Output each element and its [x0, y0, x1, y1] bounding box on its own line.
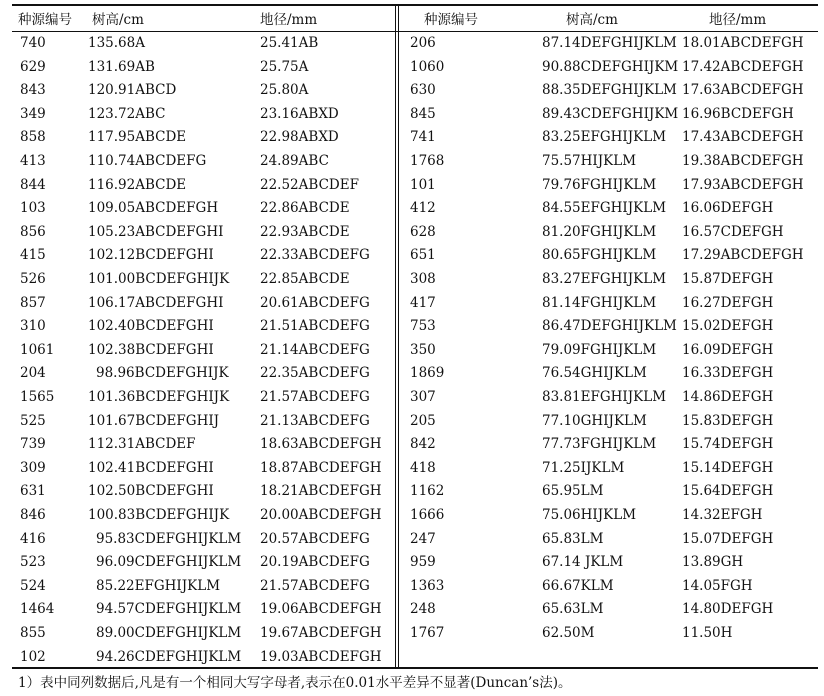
cell-provenance-id-left: 526	[20, 271, 46, 287]
cell-ground-diameter-mm-right: 15.14DEFGH	[682, 459, 774, 476]
cell-ground-diameter-mm-right: 11.50H	[682, 625, 733, 641]
cell-tree-height-cm-left: 105.23ABCDEFGHI	[88, 223, 224, 240]
cell-provenance-id-right: 248	[410, 601, 436, 618]
cell-ground-diameter-mm-left: 22.86ABCDE	[260, 200, 350, 217]
cell-ground-diameter-mm-right: 16.33DEFGH	[682, 365, 774, 382]
cell-tree-height-cm-right: 79.09FGHIJKLM	[542, 341, 657, 358]
cell-tree-height-cm-left: 94.26CDEFGHIJKLM	[96, 648, 242, 665]
cell-tree-height-cm-right: 77.10GHIJKLM	[542, 412, 647, 429]
cell-tree-height-cm-left: 102.50BCDEFGHI	[88, 483, 214, 500]
cell-ground-diameter-mm-left: 20.61ABCDEFG	[260, 294, 370, 311]
cell-tree-height-cm-right: 71.25IJKLM	[542, 459, 625, 476]
cell-tree-height-cm-right: 75.06HIJKLM	[542, 507, 637, 523]
cell-provenance-id-left: 349	[20, 105, 46, 122]
cell-ground-diameter-mm-left: 24.89ABC	[260, 153, 329, 169]
cell-ground-diameter-mm-right: 16.57CDEFGH	[682, 223, 784, 240]
cell-ground-diameter-mm-right: 15.83DEFGH	[682, 412, 774, 429]
cell-provenance-id-left: 413	[20, 153, 46, 169]
cell-provenance-id-right: 628	[410, 223, 436, 240]
cell-tree-height-cm-left: 95.83CDEFGHIJKLM	[96, 530, 242, 547]
cell-tree-height-cm-left: 116.92ABCDE	[88, 176, 187, 193]
cell-ground-diameter-mm-left: 22.93ABCDE	[260, 223, 350, 240]
cell-ground-diameter-mm-left: 21.57ABCDEFG	[260, 577, 370, 594]
cell-tree-height-cm-right: 86.47DEFGHIJKLM	[542, 318, 677, 335]
column-divider	[395, 4, 396, 668]
cell-tree-height-cm-left: 96.09CDEFGHIJKLM	[96, 554, 242, 571]
cell-provenance-id-left: 844	[20, 176, 46, 193]
cell-ground-diameter-mm-left: 22.35ABCDEFG	[260, 365, 370, 382]
cell-provenance-id-left: 524	[20, 577, 46, 594]
header-ground-diameter-right: 地径/mm	[709, 12, 767, 28]
cell-ground-diameter-mm-left: 18.63ABCDEFGH	[260, 436, 382, 453]
cell-tree-height-cm-left: 102.12BCDEFGHI	[88, 247, 214, 264]
cell-provenance-id-right: 845	[410, 105, 436, 122]
cell-ground-diameter-mm-right: 15.64DEFGH	[682, 483, 774, 500]
cell-tree-height-cm-right: 81.20FGHIJKLM	[542, 223, 657, 240]
cell-ground-diameter-mm-right: 19.38ABCDEFGH	[682, 153, 804, 169]
cell-provenance-id-right: 1869	[410, 365, 445, 382]
cell-ground-diameter-mm-right: 13.89GH	[682, 554, 744, 571]
cell-tree-height-cm-right: 83.25EFGHIJKLM	[542, 129, 667, 146]
cell-ground-diameter-mm-right: 15.07DEFGH	[682, 530, 774, 547]
cell-ground-diameter-mm-right: 17.42ABCDEFGH	[682, 58, 804, 75]
header-provenance-id-right: 种源编号	[424, 12, 478, 28]
cell-provenance-id-left: 846	[20, 507, 46, 523]
cell-ground-diameter-mm-left: 19.03ABCDEFGH	[260, 648, 382, 665]
cell-tree-height-cm-left: 109.05ABCDEFGH	[88, 200, 219, 217]
cell-provenance-id-right: 308	[410, 271, 436, 287]
cell-ground-diameter-mm-right: 15.74DEFGH	[682, 436, 774, 453]
cell-tree-height-cm-right: 90.88CDEFGHIJKM	[542, 58, 679, 75]
cell-tree-height-cm-left: 120.91ABCD	[88, 82, 177, 99]
cell-ground-diameter-mm-right: 17.93ABCDEFGH	[682, 176, 804, 193]
cell-provenance-id-right: 753	[410, 318, 436, 335]
cell-provenance-id-right: 1768	[410, 153, 445, 169]
cell-ground-diameter-mm-left: 22.33ABCDEFG	[260, 247, 370, 264]
cell-tree-height-cm-left: 101.36BCDEFGHIJK	[88, 389, 230, 405]
cell-tree-height-cm-right: 87.14DEFGHIJKLM	[542, 35, 677, 51]
cell-ground-diameter-mm-right: 15.87DEFGH	[682, 271, 774, 287]
cell-tree-height-cm-left: 112.31ABCDEF	[88, 436, 196, 453]
cell-ground-diameter-mm-left: 25.75A	[260, 58, 309, 75]
cell-tree-height-cm-left: 94.57CDEFGHIJKLM	[96, 601, 242, 618]
cell-tree-height-cm-left: 85.22EFGHIJKLM	[96, 577, 221, 594]
cell-tree-height-cm-right: 65.95LM	[542, 483, 604, 500]
cell-provenance-id-left: 102	[20, 648, 46, 665]
cell-ground-diameter-mm-left: 23.16ABXD	[260, 105, 339, 122]
cell-provenance-id-left: 103	[20, 200, 46, 217]
cell-provenance-id-right: 101	[410, 176, 436, 193]
cell-ground-diameter-mm-right: 16.96BCDEFGH	[682, 105, 794, 122]
cell-ground-diameter-mm-left: 21.14ABCDEFG	[260, 341, 370, 358]
cell-tree-height-cm-right: 83.81EFGHIJKLM	[542, 389, 667, 405]
cell-provenance-id-left: 843	[20, 82, 46, 99]
cell-provenance-id-right: 1162	[410, 483, 445, 500]
cell-provenance-id-right: 1363	[410, 577, 445, 594]
cell-tree-height-cm-right: 65.63LM	[542, 601, 604, 618]
cell-provenance-id-left: 740	[20, 35, 46, 51]
cell-ground-diameter-mm-right: 14.32EFGH	[682, 507, 763, 523]
cell-ground-diameter-mm-left: 21.57ABCDEFG	[260, 389, 370, 405]
cell-ground-diameter-mm-left: 22.52ABCDEF	[260, 176, 359, 193]
table-footnote: 1）表中同列数据后,凡是有一个相同大写字母者,表示在0.01水平差异不显著(Duncan’s法)。	[18, 675, 572, 691]
cell-ground-diameter-mm-right: 17.43ABCDEFGH	[682, 129, 804, 146]
cell-tree-height-cm-right: 67.14 JKLM	[542, 554, 624, 571]
top-rule	[12, 4, 818, 6]
cell-tree-height-cm-left: 102.38BCDEFGHI	[88, 341, 214, 358]
cell-ground-diameter-mm-right: 16.09DEFGH	[682, 341, 774, 358]
cell-tree-height-cm-left: 131.69AB	[88, 58, 155, 75]
cell-provenance-id-right: 247	[410, 530, 436, 547]
cell-provenance-id-left: 204	[20, 365, 46, 382]
cell-tree-height-cm-left: 102.40BCDEFGHI	[88, 318, 214, 335]
cell-provenance-id-right: 417	[410, 294, 436, 311]
cell-ground-diameter-mm-right: 14.05FGH	[682, 577, 753, 594]
cell-tree-height-cm-left: 102.41BCDEFGHI	[88, 459, 214, 476]
cell-ground-diameter-mm-right: 18.01ABCDEFGH	[682, 35, 804, 51]
column-divider	[398, 4, 399, 668]
cell-provenance-id-left: 855	[20, 625, 46, 641]
cell-ground-diameter-mm-left: 20.19ABCDEFG	[260, 554, 370, 571]
cell-ground-diameter-mm-left: 20.57ABCDEFG	[260, 530, 370, 547]
header-tree-height-right: 树高/cm	[566, 12, 618, 28]
cell-provenance-id-right: 1666	[410, 507, 445, 523]
cell-provenance-id-left: 416	[20, 530, 46, 547]
cell-provenance-id-left: 1061	[20, 341, 55, 358]
cell-provenance-id-right: 350	[410, 341, 436, 358]
header-tree-height-left: 树高/cm	[92, 12, 144, 28]
cell-ground-diameter-mm-left: 22.98ABXD	[260, 129, 339, 146]
cell-tree-height-cm-left: 100.83BCDEFGHIJK	[88, 507, 230, 523]
cell-provenance-id-right: 412	[410, 200, 436, 217]
header-ground-diameter-left: 地径/mm	[260, 12, 318, 28]
cell-provenance-id-left: 858	[20, 129, 46, 146]
cell-tree-height-cm-left: 123.72ABC	[88, 105, 166, 122]
cell-tree-height-cm-right: 75.57HIJKLM	[542, 153, 637, 169]
cell-ground-diameter-mm-left: 22.85ABCDE	[260, 271, 350, 287]
cell-ground-diameter-mm-left: 18.87ABCDEFGH	[260, 459, 382, 476]
cell-ground-diameter-mm-right: 17.29ABCDEFGH	[682, 247, 804, 264]
cell-provenance-id-left: 310	[20, 318, 46, 335]
cell-ground-diameter-mm-right: 14.80DEFGH	[682, 601, 774, 618]
header-provenance-id-left: 种源编号	[18, 12, 72, 28]
cell-tree-height-cm-left: 101.00BCDEFGHIJK	[88, 271, 230, 287]
cell-tree-height-cm-right: 79.76FGHIJKLM	[542, 176, 657, 193]
cell-tree-height-cm-right: 89.43CDEFGHIJKM	[542, 105, 679, 122]
cell-provenance-id-right: 307	[410, 389, 436, 405]
cell-provenance-id-left: 523	[20, 554, 46, 571]
cell-tree-height-cm-right: 77.73FGHIJKLM	[542, 436, 657, 453]
cell-ground-diameter-mm-right: 14.86DEFGH	[682, 389, 774, 405]
cell-provenance-id-left: 856	[20, 223, 46, 240]
cell-tree-height-cm-right: 66.67KLM	[542, 577, 614, 594]
cell-ground-diameter-mm-left: 20.00ABCDEFGH	[260, 507, 382, 523]
cell-tree-height-cm-left: 89.00CDEFGHIJKLM	[96, 625, 242, 641]
cell-tree-height-cm-right: 76.54GHIJKLM	[542, 365, 647, 382]
cell-tree-height-cm-right: 88.35DEFGHIJKLM	[542, 82, 677, 99]
cell-ground-diameter-mm-right: 15.02DEFGH	[682, 318, 774, 335]
cell-tree-height-cm-left: 110.74ABCDEFG	[88, 153, 207, 169]
cell-ground-diameter-mm-left: 25.80A	[260, 82, 309, 99]
cell-provenance-id-right: 741	[410, 129, 436, 146]
cell-tree-height-cm-left: 117.95ABCDE	[88, 129, 187, 146]
cell-ground-diameter-mm-left: 21.51ABCDEFG	[260, 318, 370, 335]
cell-provenance-id-right: 842	[410, 436, 436, 453]
cell-provenance-id-left: 1464	[20, 601, 55, 618]
cell-provenance-id-right: 205	[410, 412, 436, 429]
cell-provenance-id-left: 309	[20, 459, 46, 476]
cell-provenance-id-right: 630	[410, 82, 436, 99]
cell-ground-diameter-mm-right: 17.63ABCDEFGH	[682, 82, 804, 99]
cell-ground-diameter-mm-left: 18.21ABCDEFGH	[260, 483, 382, 500]
cell-provenance-id-left: 739	[20, 436, 46, 453]
cell-ground-diameter-mm-left: 21.13ABCDEFG	[260, 412, 370, 429]
cell-provenance-id-left: 415	[20, 247, 46, 264]
cell-tree-height-cm-right: 83.27EFGHIJKLM	[542, 271, 667, 287]
cell-tree-height-cm-right: 65.83LM	[542, 530, 604, 547]
cell-provenance-id-right: 1767	[410, 625, 445, 641]
cell-provenance-id-right: 1060	[410, 58, 445, 75]
cell-provenance-id-left: 525	[20, 412, 46, 429]
cell-provenance-id-left: 1565	[20, 389, 55, 405]
cell-ground-diameter-mm-right: 16.06DEFGH	[682, 200, 774, 217]
cell-tree-height-cm-right: 84.55EFGHIJKLM	[542, 200, 667, 217]
cell-ground-diameter-mm-left: 19.67ABCDEFGH	[260, 625, 382, 641]
cell-tree-height-cm-left: 106.17ABCDEFGHI	[88, 294, 224, 311]
cell-tree-height-cm-left: 135.68A	[88, 35, 145, 51]
cell-ground-diameter-mm-left: 25.41AB	[260, 35, 319, 51]
cell-provenance-id-right: 418	[410, 459, 436, 476]
cell-tree-height-cm-left: 101.67BCDEFGHIJ	[88, 412, 220, 429]
cell-provenance-id-right: 206	[410, 35, 436, 51]
cell-tree-height-cm-right: 81.14FGHIJKLM	[542, 294, 657, 311]
cell-ground-diameter-mm-right: 16.27DEFGH	[682, 294, 774, 311]
cell-ground-diameter-mm-left: 19.06ABCDEFGH	[260, 601, 382, 618]
cell-tree-height-cm-right: 80.65FGHIJKLM	[542, 247, 657, 264]
cell-provenance-id-left: 631	[20, 483, 46, 500]
cell-tree-height-cm-right: 62.50M	[542, 625, 595, 641]
cell-tree-height-cm-left: 98.96BCDEFGHIJK	[96, 365, 229, 382]
cell-provenance-id-left: 857	[20, 294, 46, 311]
cell-provenance-id-left: 629	[20, 58, 46, 75]
cell-provenance-id-right: 959	[410, 554, 436, 571]
cell-provenance-id-right: 651	[410, 247, 436, 264]
